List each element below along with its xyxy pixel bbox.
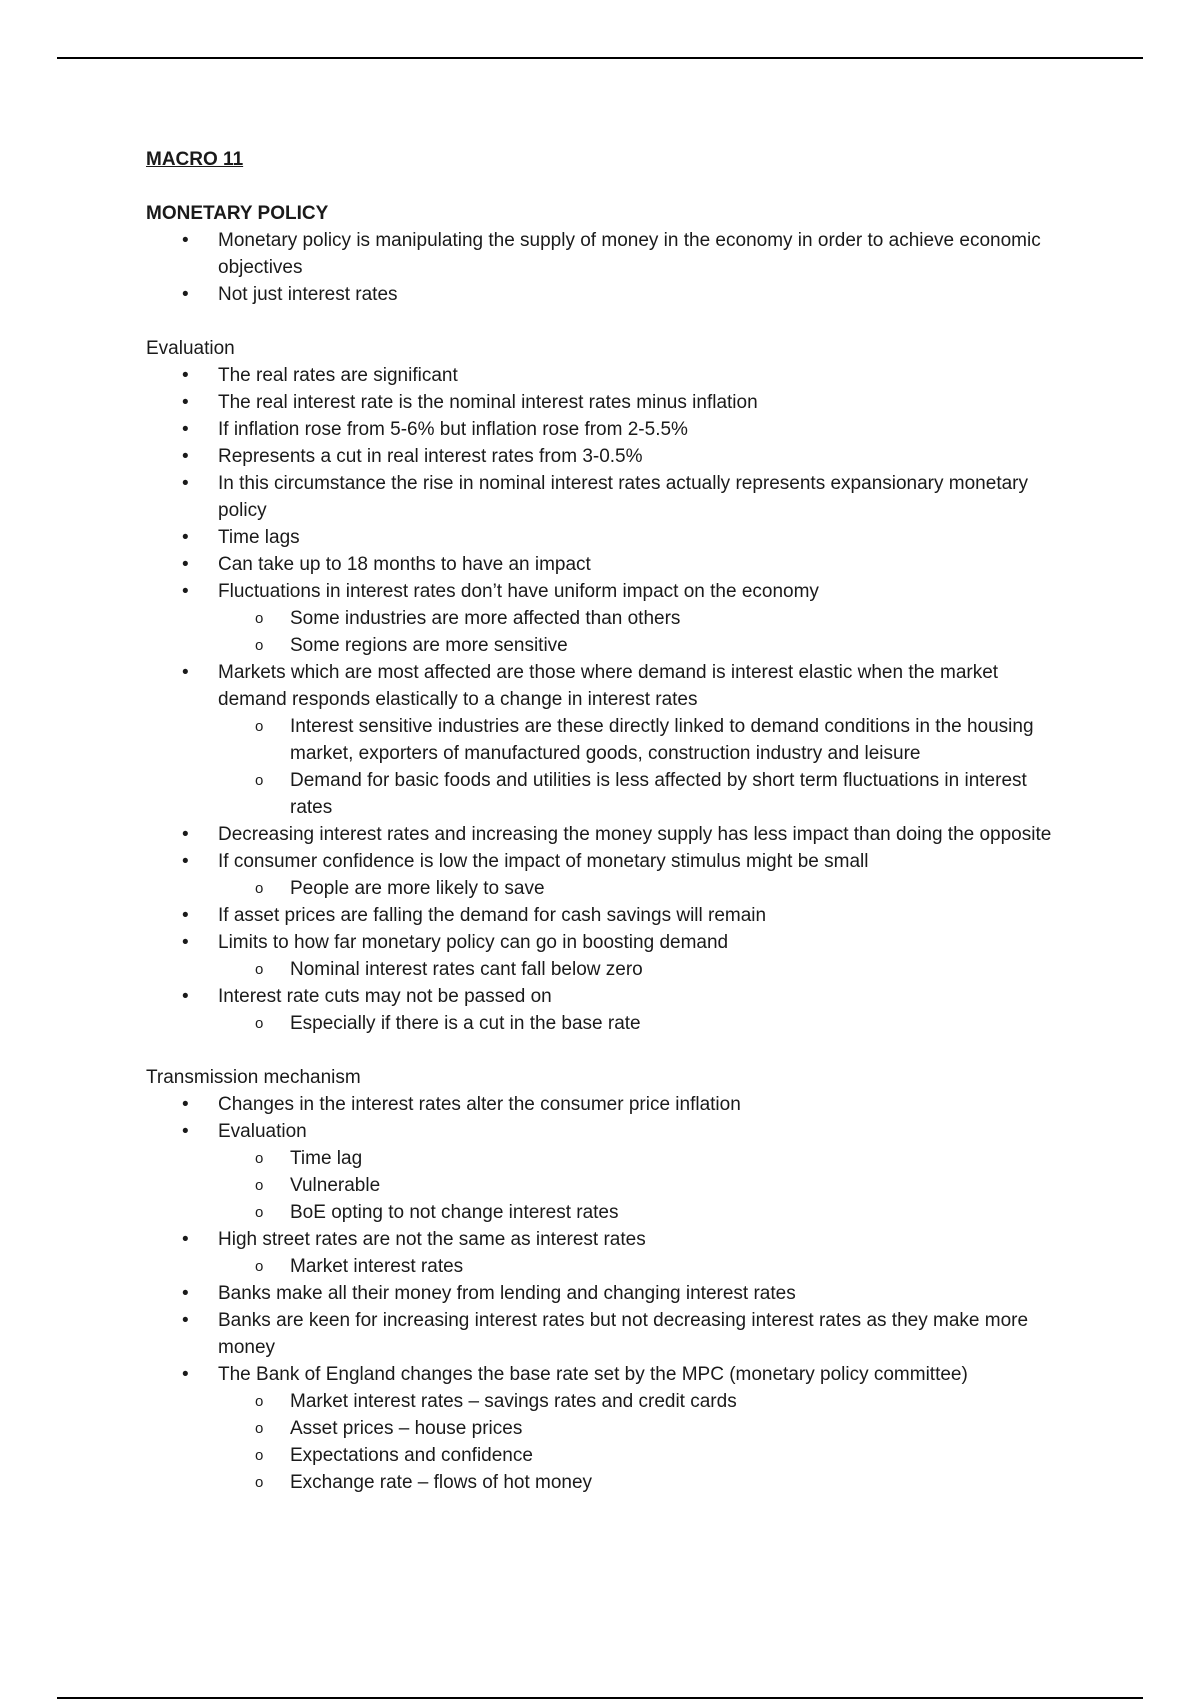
list-item: • Not just interest rates: [218, 281, 1066, 308]
list-item: [218, 1361, 1066, 1496]
document-title: MACRO 11: [146, 149, 244, 170]
sub-list-item: o Expectations and confidence: [290, 1442, 1066, 1469]
list-item: [218, 1118, 1066, 1226]
sub-list-item: o Some regions are more sensitive: [290, 632, 1066, 659]
list-item-text: The Bank of England changes the base rate set by the MPC (monetary policy committee): [218, 1364, 968, 1385]
list-item: • Banks make all their money from lending and changing interest rates: [218, 1280, 1066, 1307]
section-heading-transmission-mechanism: Transmission mechanism: [146, 1067, 361, 1088]
bullet-list: [146, 227, 1066, 308]
list-item: • Changes in the interest rates alter the consumer price inflation: [218, 1091, 1066, 1118]
list-item-text: Fluctuations in interest rates don’t have uniform impact on the economy: [218, 581, 819, 602]
sub-list: [218, 1010, 1066, 1037]
sub-list: [218, 956, 1066, 983]
list-item: • Decreasing interest rates and increasing the money supply has less impact than doing the opposite: [218, 821, 1066, 848]
section-heading-monetary-policy: MONETARY POLICY: [146, 203, 329, 224]
list-item: [218, 848, 1066, 902]
sub-list-item: o People are more likely to save: [290, 875, 1066, 902]
sub-list-item: o Nominal interest rates cant fall below zero: [290, 956, 1066, 983]
sub-list: [218, 713, 1066, 821]
list-item: [218, 1226, 1066, 1280]
list-item-text: If consumer confidence is low the impact of monetary stimulus might be small: [218, 851, 869, 872]
header-rule: [57, 57, 1143, 59]
sub-list-item: o Especially if there is a cut in the base rate: [290, 1010, 1066, 1037]
list-item: • If asset prices are falling the demand for cash savings will remain: [218, 902, 1066, 929]
section-heading-evaluation: Evaluation: [146, 338, 235, 359]
list-item: • If inflation rose from 5-6% but inflation rose from 2-5.5%: [218, 416, 1066, 443]
list-item: • Banks are keen for increasing interest rates but not decreasing interest rates as they make more money: [218, 1307, 1066, 1361]
bullet-list: [146, 1091, 1066, 1496]
list-item: • Monetary policy is manipulating the supply of money in the economy in order to achieve economic objectives: [218, 227, 1066, 281]
sub-list-item: o Market interest rates – savings rates and credit cards: [290, 1388, 1066, 1415]
sub-list-item: o BoE opting to not change interest rates: [290, 1199, 1066, 1226]
list-item: • In this circumstance the rise in nominal interest rates actually represents expansionary monetary policy: [218, 470, 1066, 524]
list-item-text: High street rates are not the same as interest rates: [218, 1229, 646, 1250]
list-item-text: Limits to how far monetary policy can go in boosting demand: [218, 932, 729, 953]
list-item: • Can take up to 18 months to have an impact: [218, 551, 1066, 578]
sub-list-item: o Market interest rates: [290, 1253, 1066, 1280]
sub-list: [218, 605, 1066, 659]
list-item-text: Markets which are most affected are those where demand is interest elastic when the market demand responds elastically to a change in interest rates: [218, 662, 999, 710]
sub-list: [218, 1253, 1066, 1280]
sub-list-item: o Exchange rate – flows of hot money: [290, 1469, 1066, 1496]
list-item: • The real rates are significant: [218, 362, 1066, 389]
list-item: • Time lags: [218, 524, 1066, 551]
sub-list: [218, 1388, 1066, 1496]
list-item-text: Evaluation: [218, 1121, 307, 1142]
sub-list-item: o Some industries are more affected than others: [290, 605, 1066, 632]
sub-list: [218, 875, 1066, 902]
sub-list: [218, 1145, 1066, 1226]
sub-list-item: o Interest sensitive industries are these directly linked to demand conditions in the housing market, exporters of manufactured goods, construction industry and leisure: [290, 713, 1066, 767]
list-item: • The real interest rate is the nominal interest rates minus inflation: [218, 389, 1066, 416]
list-item: • Represents a cut in real interest rates from 3-0.5%: [218, 443, 1066, 470]
sub-list-item: o Asset prices – house prices: [290, 1415, 1066, 1442]
list-item: [218, 929, 1066, 983]
sub-list-item: o Time lag: [290, 1145, 1066, 1172]
list-item: [218, 659, 1066, 821]
list-item-text: Interest rate cuts may not be passed on: [218, 986, 552, 1007]
list-item: [218, 983, 1066, 1037]
sub-list-item: o Demand for basic foods and utilities is less affected by short term fluctuations in interest rates: [290, 767, 1066, 821]
list-item: [218, 578, 1066, 659]
sub-list-item: o Vulnerable: [290, 1172, 1066, 1199]
footer-rule: [57, 1697, 1143, 1699]
document-body: [146, 146, 1066, 1496]
bullet-list: [146, 362, 1066, 1037]
